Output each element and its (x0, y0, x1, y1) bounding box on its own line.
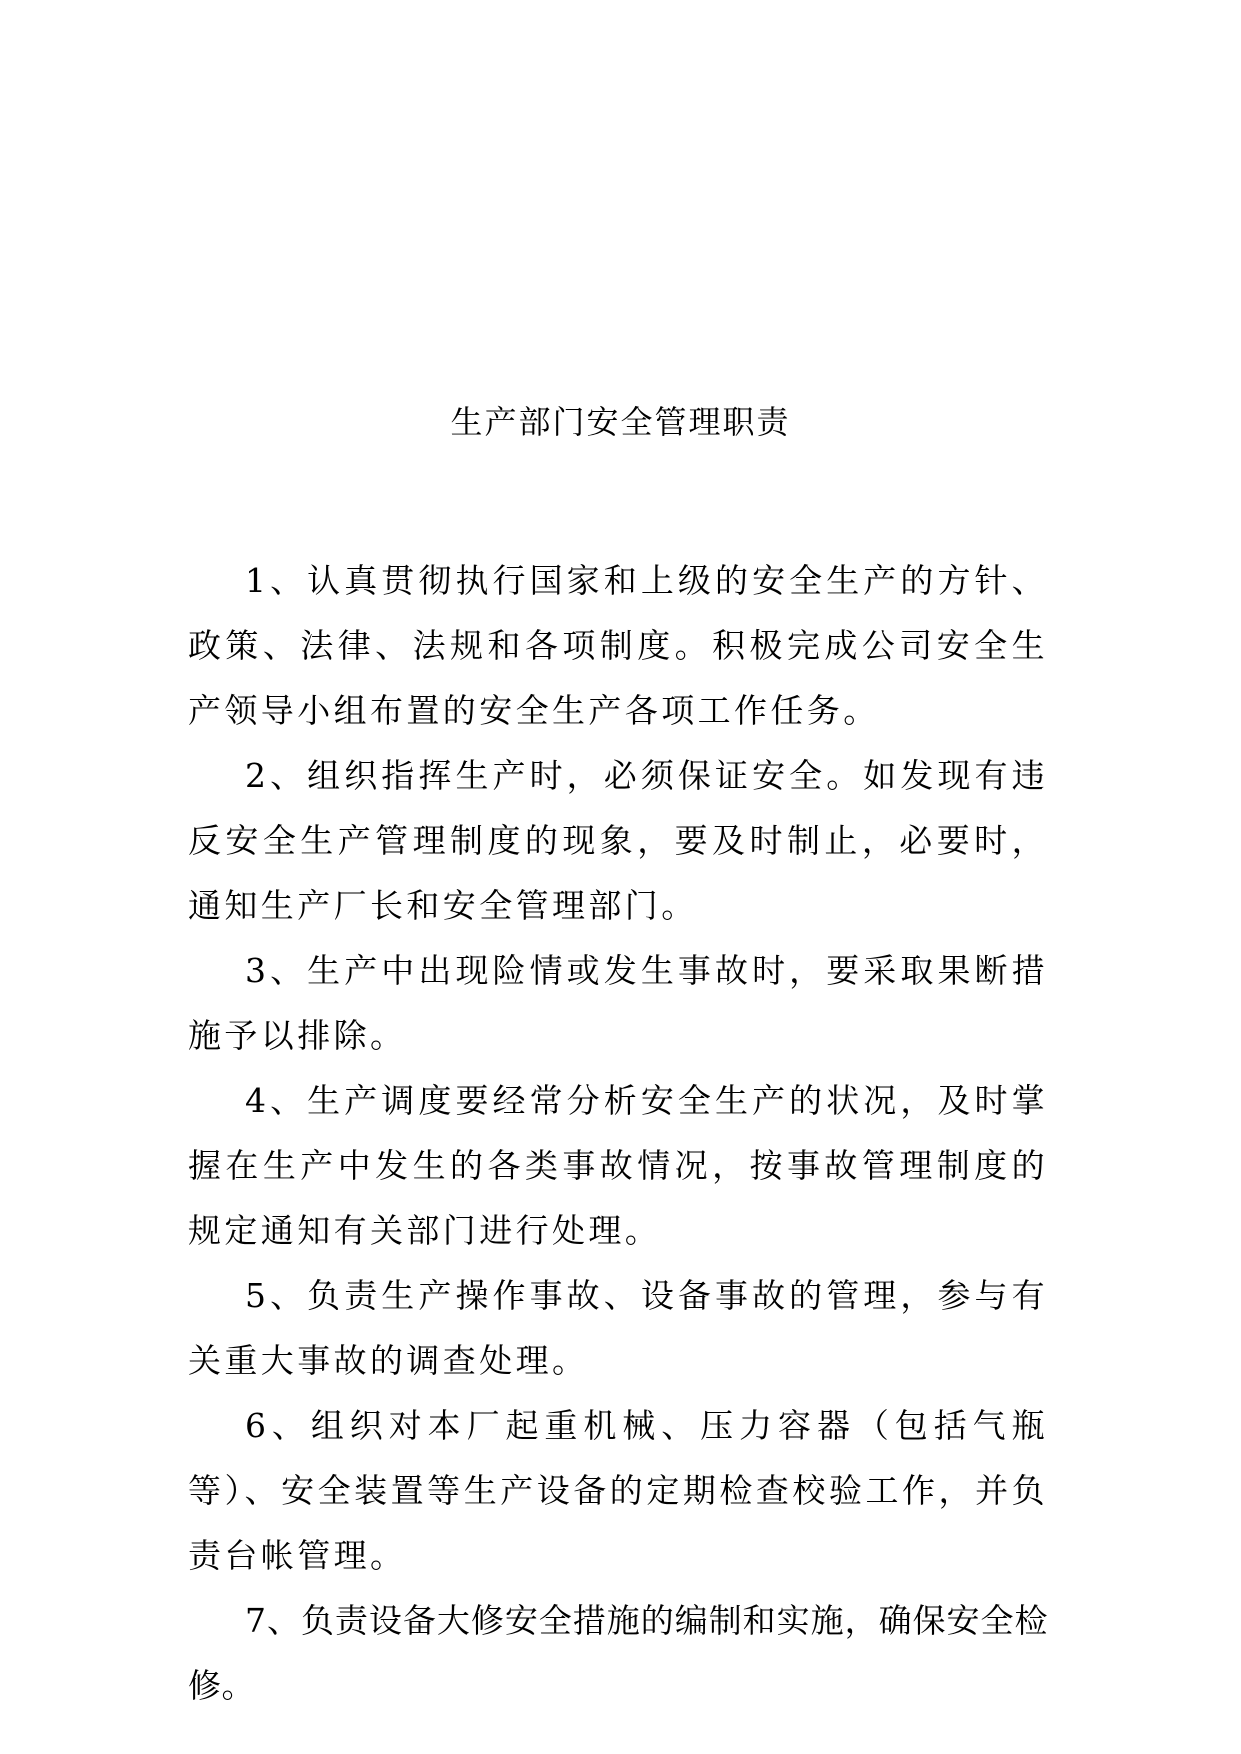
duty-item-1: 1、认真贯彻执行国家和上级的安全生产的方针、政策、法律、法规和各项制度。积极完成公司安全生产领导小组布置的安全生产各项工作任务。 (188, 561, 1048, 730)
duty-item-7: 7、负责设备大修安全措施的编制和实施，确保安全检修。 (188, 1601, 1048, 1705)
document-body (188, 548, 1048, 1718)
duty-item-2: 2、组织指挥生产时，必须保证安全。如发现有违反安全生产管理制度的现象，要及时制止，必要时，通知生产厂长和安全管理部门。 (188, 756, 1048, 925)
duty-item-4: 4、生产调度要经常分析安全生产的状况，及时掌握在生产中发生的各类事故情况，按事故管理制度的规定通知有关部门进行处理。 (188, 1081, 1048, 1250)
duty-item-3: 3、生产中出现险情或发生事故时，要采取果断措施予以排除。 (188, 951, 1048, 1055)
duty-item-5: 5、负责生产操作事故、设备事故的管理，参与有关重大事故的调查处理。 (188, 1276, 1048, 1380)
duty-item-6: 6、组织对本厂起重机械、压力容器（包括气瓶等）、安全装置等生产设备的定期检查校验工作，并负责台帐管理。 (188, 1406, 1048, 1575)
document-title: 生产部门安全管理职责 (450, 403, 791, 441)
